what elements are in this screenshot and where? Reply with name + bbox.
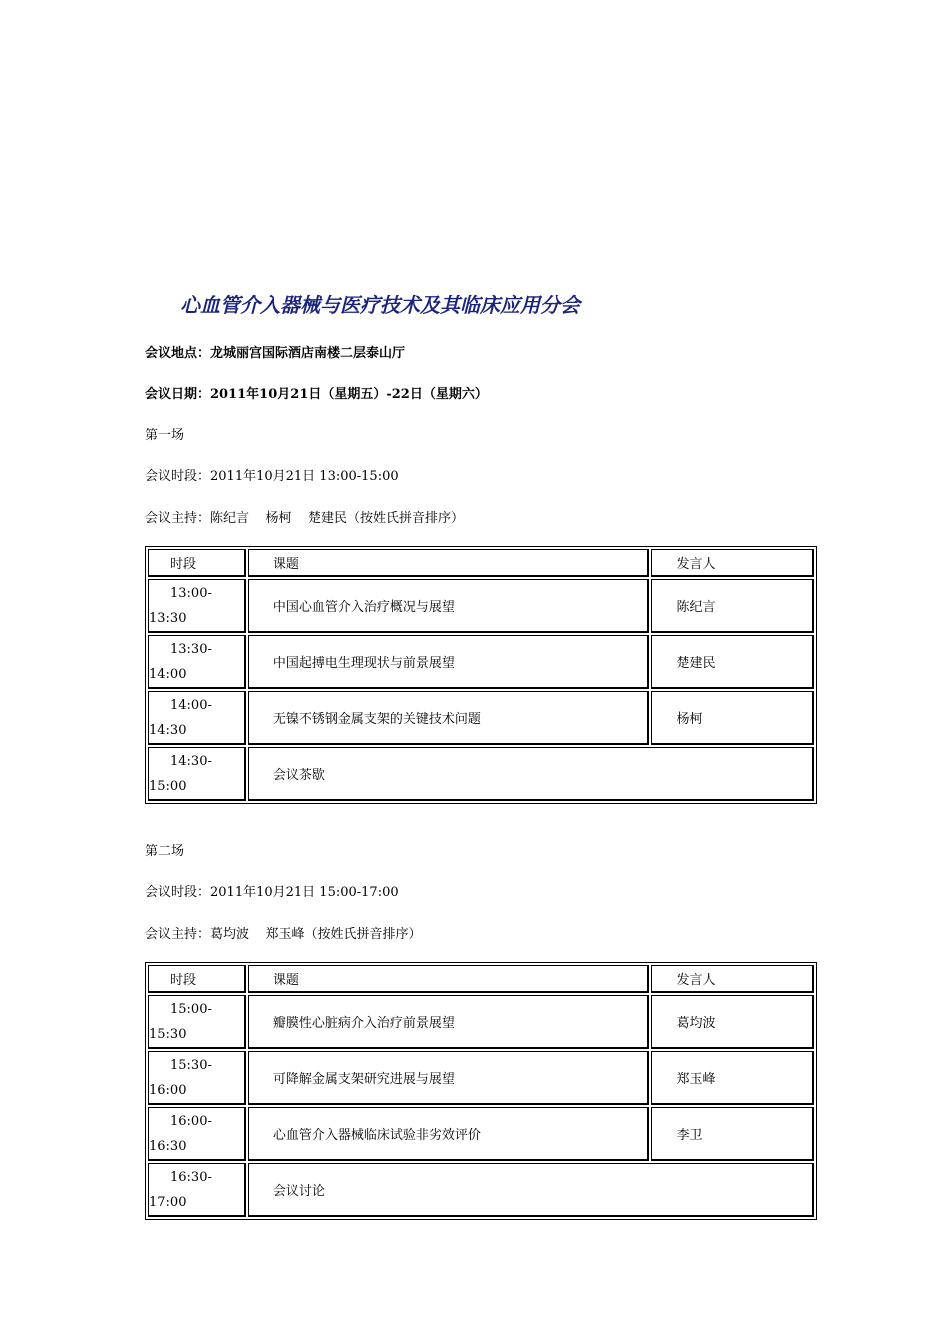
topic-cell: 无镍不锈钢金属支架的关键技术问题 <box>248 691 650 745</box>
time-slot: 16:00- 16:30 <box>148 1107 246 1161</box>
time-slot: 13:00- 13:30 <box>148 579 246 633</box>
page-title: 心血管介入器械与医疗技术及其临床应用分会 <box>180 293 580 317</box>
table-row <box>148 1051 814 1105</box>
session-2-hosts: 会议主持：葛均波 郑玉峰（按姓氏拼音排序） <box>145 927 422 942</box>
header-time: 时段 <box>148 549 246 577</box>
table-row <box>148 995 814 1049</box>
table-row <box>148 747 814 801</box>
time-slot: 16:30- 17:00 <box>148 1163 246 1217</box>
speaker-cell: 李卫 <box>651 1107 814 1161</box>
session-2-table <box>145 962 817 1220</box>
speaker-cell: 杨柯 <box>651 691 814 745</box>
table-row <box>148 1163 814 1217</box>
topic-cell: 中国起搏电生理现状与前景展望 <box>248 635 650 689</box>
session-2-name: 第二场 <box>145 844 185 859</box>
time-slot: 13:30- 14:00 <box>148 635 246 689</box>
table-header-row <box>148 549 814 577</box>
date-line: 会议日期：2011年10月21日（星期五）-22日（星期六） <box>145 387 488 402</box>
session-1-name: 第一场 <box>145 428 185 443</box>
header-topic: 课题 <box>248 965 650 993</box>
header-time: 时段 <box>148 965 246 993</box>
session-1-time: 会议时段：2011年10月21日 13:00-15:00 <box>145 469 399 484</box>
session-2-time: 会议时段：2011年10月21日 15:00-17:00 <box>145 885 399 900</box>
table-row <box>148 579 814 633</box>
header-speaker: 发言人 <box>651 549 814 577</box>
topic-cell: 瓣膜性心脏病介入治疗前景展望 <box>248 995 650 1049</box>
session-1-hosts: 会议主持：陈纪言 杨柯 楚建民（按姓氏拼音排序） <box>145 511 465 526</box>
time-slot: 14:30- 15:00 <box>148 747 246 801</box>
topic-cell: 会议茶歇 <box>248 747 814 801</box>
table-row <box>148 635 814 689</box>
time-slot: 15:00- 15:30 <box>148 995 246 1049</box>
table-row <box>148 691 814 745</box>
header-speaker: 发言人 <box>651 965 814 993</box>
venue-line: 会议地点：龙城丽宫国际酒店南楼二层泰山厅 <box>145 346 406 361</box>
topic-cell: 会议讨论 <box>248 1163 814 1217</box>
time-slot: 14:00- 14:30 <box>148 691 246 745</box>
table-header-row <box>148 965 814 993</box>
header-topic: 课题 <box>248 549 650 577</box>
topic-cell: 可降解金属支架研究进展与展望 <box>248 1051 650 1105</box>
speaker-cell: 陈纪言 <box>651 579 814 633</box>
topic-cell: 中国心血管介入治疗概况与展望 <box>248 579 650 633</box>
speaker-cell: 郑玉峰 <box>651 1051 814 1105</box>
session-1-table <box>145 546 817 804</box>
table-row <box>148 1107 814 1161</box>
time-slot: 15:30- 16:00 <box>148 1051 246 1105</box>
topic-cell: 心血管介入器械临床试验非劣效评价 <box>248 1107 650 1161</box>
speaker-cell: 楚建民 <box>651 635 814 689</box>
speaker-cell: 葛均波 <box>651 995 814 1049</box>
